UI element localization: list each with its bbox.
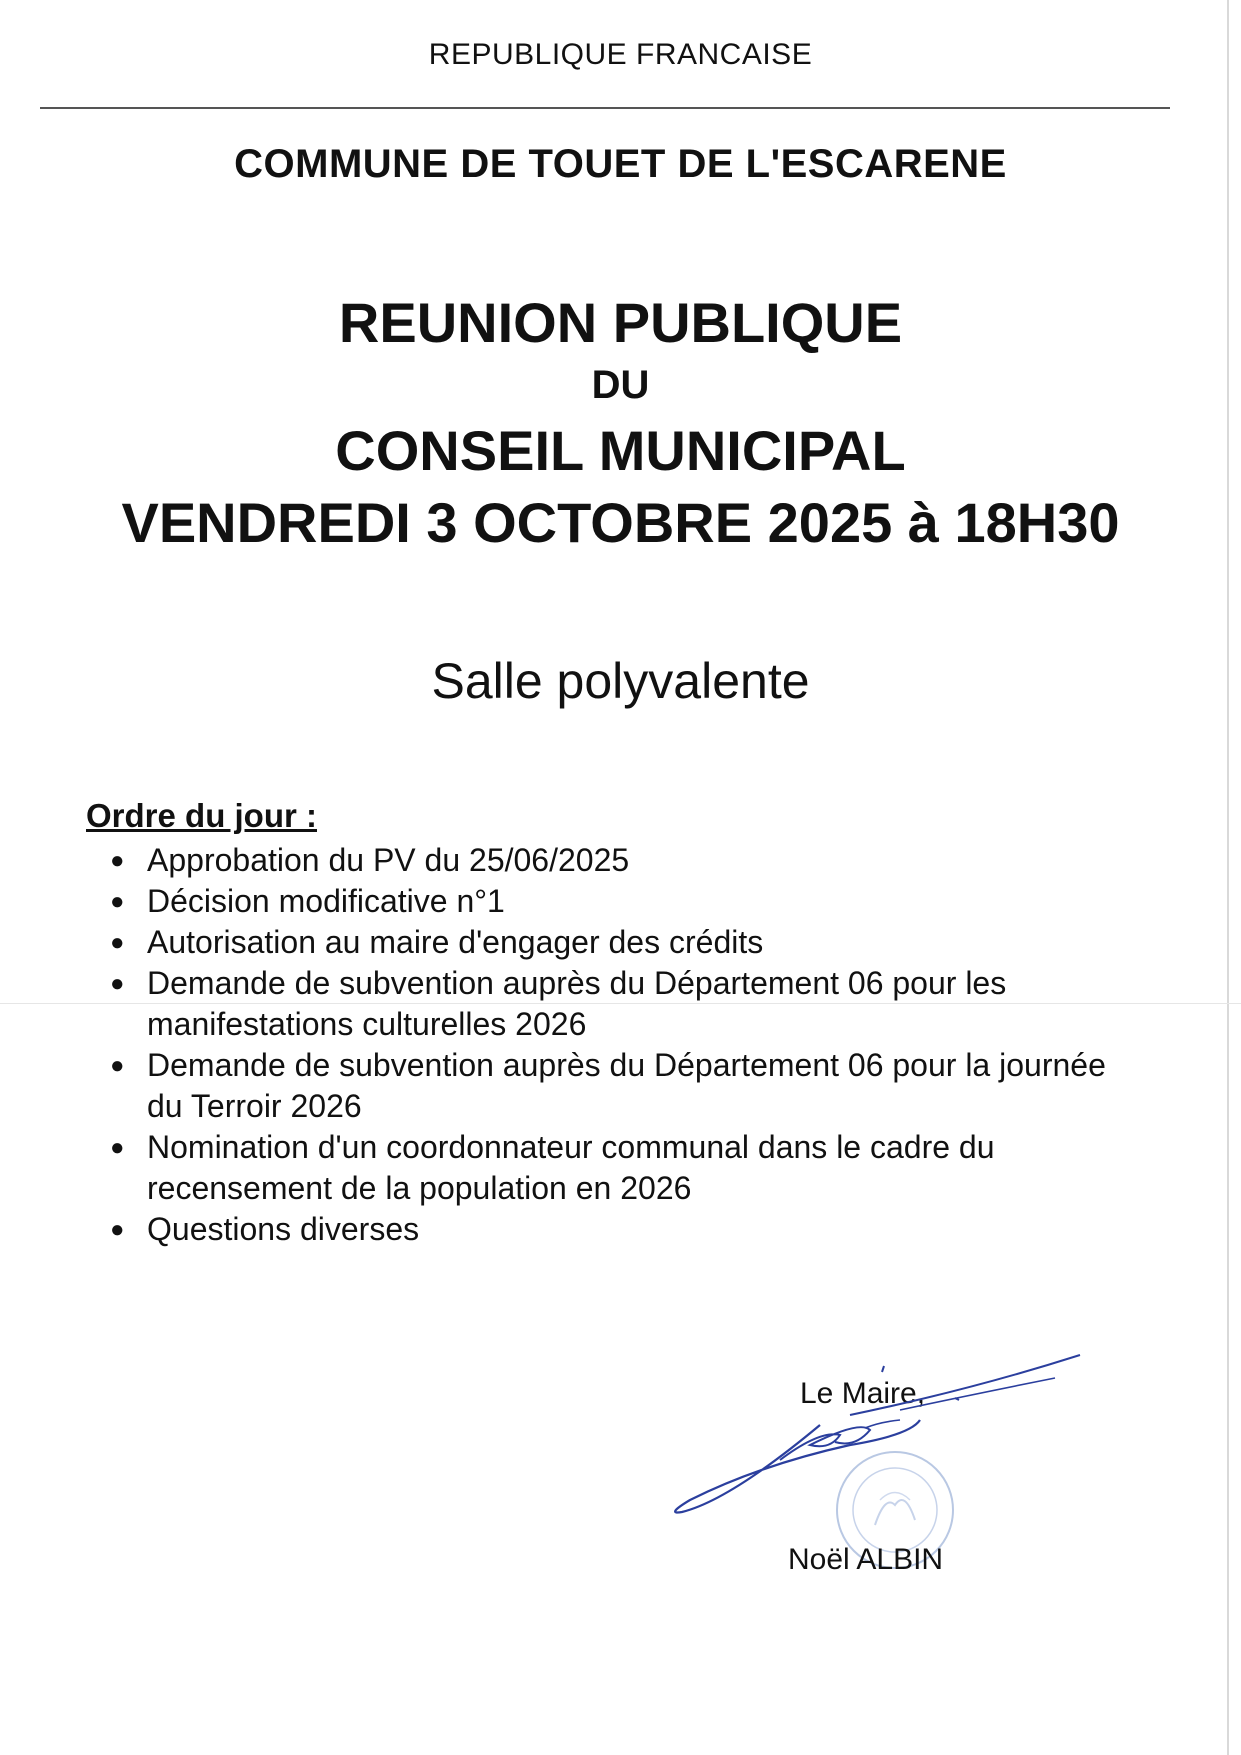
meeting-venue: Salle polyvalente <box>431 653 810 709</box>
bullet-icon: ● <box>110 847 125 874</box>
bullet-icon: ● <box>110 888 125 915</box>
page-edge <box>1227 0 1229 1755</box>
commune-title: COMMUNE DE TOUET DE L'ESCARENE <box>234 142 1007 186</box>
meeting-title-du: DU <box>591 363 650 407</box>
bullet-icon: ● <box>110 929 125 956</box>
meeting-title: REUNION PUBLIQUE <box>338 291 903 354</box>
header-rule <box>40 107 1170 109</box>
agenda-item: ● Demande de subvention auprès du Département 06 pour les manifestations culturelles 2026 <box>110 965 1007 1042</box>
agenda-item: ● Approbation du PV du 25/06/2025 <box>110 840 1150 881</box>
meeting-council: CONSEIL MUNICIPAL <box>335 419 906 482</box>
bullet-icon: ● <box>110 1216 125 1243</box>
bullet-icon: ● <box>110 1134 125 1161</box>
agenda-list <box>110 840 1150 1250</box>
republic-header: REPUBLIQUE FRANCAISE <box>428 38 813 71</box>
agenda-item: ● Demande de subvention auprès du Département 06 pour la journée du Terroir 2026 <box>110 1047 1106 1124</box>
mayor-signature-icon <box>670 1350 1100 1530</box>
agenda-item: ● Questions diverses <box>110 1209 1150 1250</box>
bullet-icon: ● <box>110 970 125 997</box>
agenda-item: ● Nomination d'un coordonnateur communal dans le cadre du recensement de la population en 2026 <box>110 1129 995 1206</box>
agenda-item: ● Décision modificative n°1 <box>110 881 1150 922</box>
agenda-heading: Ordre du jour : <box>86 797 317 834</box>
mayor-name: Noël ALBIN <box>788 1543 944 1576</box>
meeting-date: VENDREDI 3 OCTOBRE 2025 à 18H30 <box>121 491 1120 554</box>
bullet-icon: ● <box>110 1052 125 1079</box>
signature-label: Le Maire, <box>800 1377 926 1410</box>
agenda-item: ● Autorisation au maire d'engager des crédits <box>110 922 1150 963</box>
